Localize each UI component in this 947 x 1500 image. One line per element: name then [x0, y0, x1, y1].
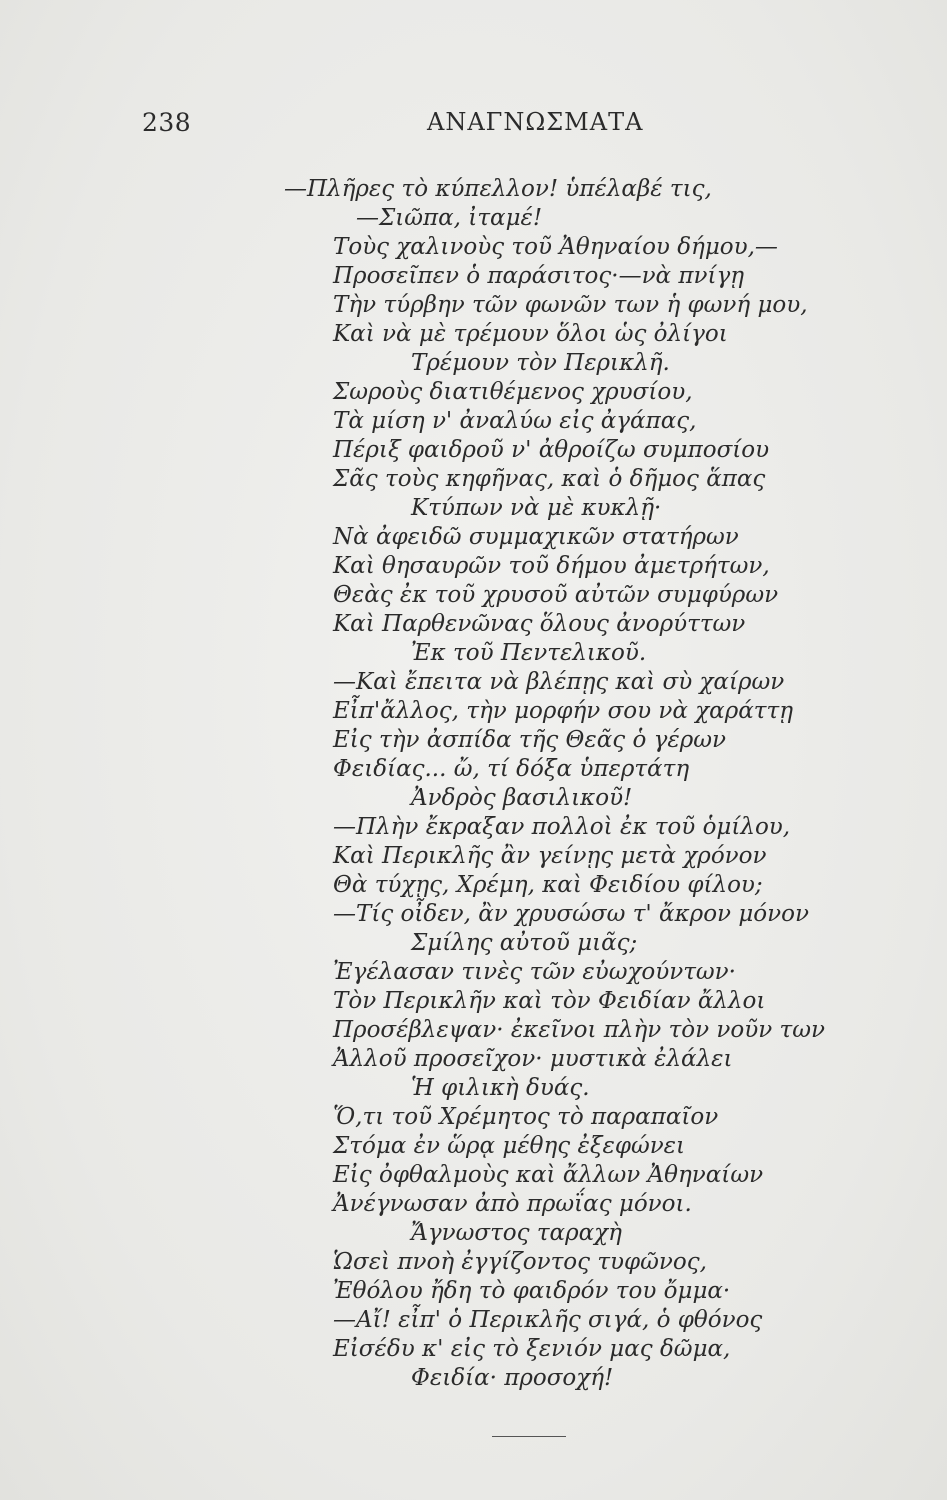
poem-line: Ὅ,τι τοῦ Χρέμητος τὸ παραπαῖον [333, 1104, 719, 1130]
poem-line: Ἀνέγνωσαν ἀπὸ πρωΐας μόνοι. [333, 1191, 692, 1217]
poem-line: Προσεῖπεν ὁ παράσιτος·—νὰ πνίγῃ [333, 263, 745, 289]
poem-line: Θὰ τύχῃς, Χρέμη, καὶ Φειδίου φίλου; [333, 872, 763, 898]
running-title: ΑΝΑΓΝΩΣΜΑΤΑ [427, 108, 644, 136]
end-rule [492, 1436, 566, 1437]
poem-line: Εἶπ'ἄλλος, τὴν μορφήν σου νὰ χαράττῃ [333, 698, 793, 724]
poem-line: Ἄγνωστος ταραχὴ [411, 1220, 622, 1246]
poem-line: Καὶ θησαυρῶν τοῦ δήμου ἀμετρήτων, [333, 553, 770, 579]
poem-line: Σᾶς τοὺς κηφῆνας, καὶ ὁ δῆμος ἅπας [333, 466, 766, 492]
poem-line: Τὰ μίση ν' ἀναλύω εἰς ἀγάπας, [333, 408, 697, 434]
poem-line: Προσέβλεψαν· ἐκεῖνοι πλὴν τὸν νοῦν των [333, 1017, 825, 1043]
page-header [0, 108, 947, 144]
page-number: 238 [142, 108, 192, 137]
poem-line: Κτύπων νὰ μὲ κυκλῇ· [411, 495, 662, 521]
poem-line: Ὡσεὶ πνοὴ ἐγγίζοντος τυφῶνος, [333, 1249, 707, 1275]
poem-line: Σωροὺς διατιθέμενος χρυσίου, [333, 379, 693, 405]
poem-line: —Καὶ ἔπειτα νὰ βλέπῃς καὶ σὺ χαίρων [333, 669, 785, 695]
poem-line: —Σιῶπα, ἰταμέ! [356, 205, 543, 231]
poem-line: Πέριξ φαιδροῦ ν' ἀθροίζω συμποσίου [333, 437, 770, 463]
poem-line: Εἰς τὴν ἀσπίδα τῆς Θεᾶς ὁ γέρων [333, 727, 726, 753]
poem-line: Τὸν Περικλῆν καὶ τὸν Φειδίαν ἄλλοι [333, 988, 766, 1014]
poem-line: Τὴν τύρβην τῶν φωνῶν των ἡ φωνή μου, [333, 292, 808, 318]
poem-line: Ἐκ τοῦ Πεντελικοῦ. [411, 640, 647, 666]
poem-line: Εἰς ὀφθαλμοὺς καὶ ἄλλων Ἀθηναίων [333, 1162, 764, 1188]
poem-line: Ἡ φιλικὴ δυάς. [411, 1075, 590, 1101]
poem-line: Φειδίας... ὤ, τί δόξα ὑπερτάτη [333, 756, 690, 782]
poem-line: Εἰσέδυ κ' εἰς τὸ ξενιόν μας δῶμα, [333, 1336, 731, 1362]
poem-line: —Αἴ! εἶπ' ὁ Περικλῆς σιγά, ὁ φθόνος [333, 1307, 763, 1333]
poem-line: Τοὺς χαλινοὺς τοῦ Ἀθηναίου δήμου,— [333, 234, 778, 260]
poem-line: Ἐγέλασαν τινὲς τῶν εὐωχούντων· [333, 959, 736, 985]
poem-line: Ἐθόλου ἤδη τὸ φαιδρόν του ὄμμα· [333, 1278, 731, 1304]
poem-line: Σμίλης αὐτοῦ μιᾶς; [411, 930, 638, 956]
poem-line: —Πλὴν ἔκραξαν πολλοὶ ἐκ τοῦ ὁμίλου, [333, 814, 791, 840]
poem-line: Στόμα ἐν ὥρᾳ μέθης ἐξεφώνει [333, 1133, 686, 1159]
poem-line: Ἀλλοῦ προσεῖχον· μυστικὰ ἐλάλει [333, 1046, 733, 1072]
poem-line: Καὶ Περικλῆς ἂν γείνῃς μετὰ χρόνον [333, 843, 767, 869]
poem-line: —Τίς οἶδεν, ἂν χρυσώσω τ' ἄκρον μόνον [333, 901, 809, 927]
poem-line: Φειδία· προσοχή! [411, 1365, 614, 1391]
poem-line: —Πλῆρες τὸ κύπελλον! ὑπέλαβέ τις, [284, 176, 712, 202]
poem-line: Καὶ νὰ μὲ τρέμουν ὅλοι ὡς ὀλίγοι [333, 321, 728, 347]
poem-line: Νὰ ἀφειδῶ συμμαχικῶν στατήρων [333, 524, 739, 550]
poem-line: Τρέμουν τὸν Περικλῆ. [411, 350, 670, 376]
poem-line: Ἀνδρὸς βασιλικοῦ! [411, 785, 633, 811]
poem-line: Θεὰς ἐκ τοῦ χρυσοῦ αὐτῶν συμφύρων [333, 582, 779, 608]
poem-line: Καὶ Παρθενῶνας ὅλους ἀνορύττων [333, 611, 746, 637]
